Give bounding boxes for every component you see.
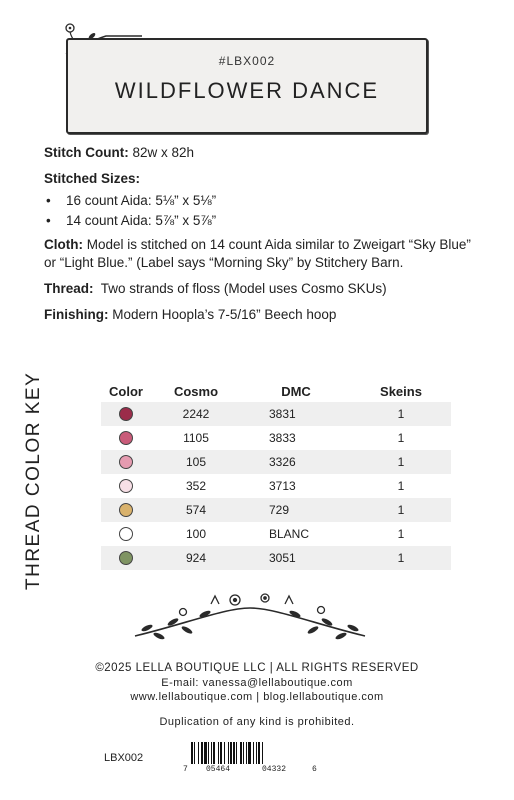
skein-count: 1	[351, 498, 451, 522]
floral-vine-icon	[125, 590, 375, 650]
skein-count: 1	[397, 479, 405, 493]
skein-count: 1	[397, 527, 405, 541]
stitch-count: Stitch Count: 82w x 82h	[44, 145, 195, 160]
color-swatch-icon	[119, 455, 133, 469]
cosmo-number: 2242	[151, 402, 241, 426]
table-row	[101, 522, 451, 546]
table-header-row	[101, 380, 451, 402]
color-swatch-cell	[101, 498, 151, 522]
barcode-digit: 04332	[262, 765, 287, 774]
color-swatch-icon	[119, 431, 133, 445]
color-swatch-cell	[101, 546, 151, 570]
color-swatch-cell	[101, 474, 151, 498]
column-header-skeins: Skeins	[380, 383, 422, 399]
color-swatch-cell	[101, 402, 151, 426]
finishing-info: Finishing: Modern Hoopla’s 7-5/16” Beech hoop	[44, 307, 337, 322]
dmc-number: 3831	[241, 402, 351, 426]
dmc-number: 3051	[241, 546, 351, 570]
cosmo-number: 100	[185, 527, 207, 541]
table-row	[101, 474, 451, 498]
column-header-dmc: DMC	[281, 383, 311, 399]
thread-color-key-table	[101, 380, 451, 570]
color-swatch-cell	[101, 426, 151, 450]
product-code: LBX002	[104, 752, 144, 764]
copyright-text: ©2025 LELLA BOUTIQUE LLC | ALL RIGHTS RESERVED	[95, 662, 419, 674]
cosmo-number: 105	[151, 450, 241, 474]
table-row	[101, 402, 451, 426]
contact-email: E-mail: vanessa@lellaboutique.com	[161, 677, 353, 689]
list-item: • 16 count Aida: 5⅛” x 5⅛”	[44, 192, 474, 210]
skein-count: 1	[351, 546, 451, 570]
cosmo-number: 924	[151, 546, 241, 570]
table-row	[101, 450, 451, 474]
thread-info: Thread: Two strands of floss (Model uses Cosmo SKUs)	[44, 281, 387, 296]
pattern-title: WILDFLOWER DANCE	[114, 78, 380, 103]
website-links: www.lellaboutique.com | blog.lellaboutique.com	[130, 691, 384, 703]
color-swatch-icon	[119, 407, 133, 421]
column-header-color: Color	[109, 383, 143, 399]
dmc-number: 3713	[269, 479, 296, 493]
duplication-notice: Duplication of any kind is prohibited.	[159, 716, 355, 728]
dmc-number: 729	[241, 498, 351, 522]
color-swatch-icon	[119, 551, 133, 565]
color-swatch-icon	[119, 479, 133, 493]
thread-color-key-label: THREAD COLOR KEY	[23, 371, 44, 590]
skein-count: 1	[397, 431, 405, 445]
barcode-icon	[189, 742, 307, 766]
dmc-number: BLANC	[269, 527, 310, 541]
color-swatch-cell	[101, 522, 151, 546]
table-row	[101, 546, 451, 570]
pattern-info	[44, 144, 474, 332]
color-swatch-cell	[101, 450, 151, 474]
skein-count: 1	[351, 450, 451, 474]
table-row	[101, 498, 451, 522]
barcode-digit: 6	[312, 765, 317, 774]
dmc-number: 3833	[269, 431, 296, 445]
cosmo-number: 352	[185, 479, 207, 493]
color-swatch-icon	[119, 527, 133, 541]
sku-code: #LBX002	[218, 54, 276, 68]
skein-count: 1	[351, 402, 451, 426]
cosmo-number: 1105	[183, 431, 209, 445]
table-row	[101, 426, 451, 450]
list-item: • 14 count Aida: 5⅞” x 5⅞”	[44, 212, 474, 230]
cosmo-number: 574	[151, 498, 241, 522]
dmc-number: 3326	[241, 450, 351, 474]
barcode-digit: 7	[183, 765, 188, 774]
cloth-info: Cloth: Model is stitched on 14 count Aida similar to Zweigart “Sky Blue” or “Light Blue.” (Label says “Morning Sky” by Stitchery Barn.	[44, 237, 471, 270]
column-header-cosmo: Cosmo	[173, 383, 219, 399]
stitched-sizes-list	[44, 192, 474, 230]
barcode-digit: 05464	[206, 765, 231, 774]
title-card	[66, 38, 428, 134]
color-swatch-icon	[119, 503, 133, 517]
stitched-sizes-heading: Stitched Sizes:	[44, 171, 141, 186]
